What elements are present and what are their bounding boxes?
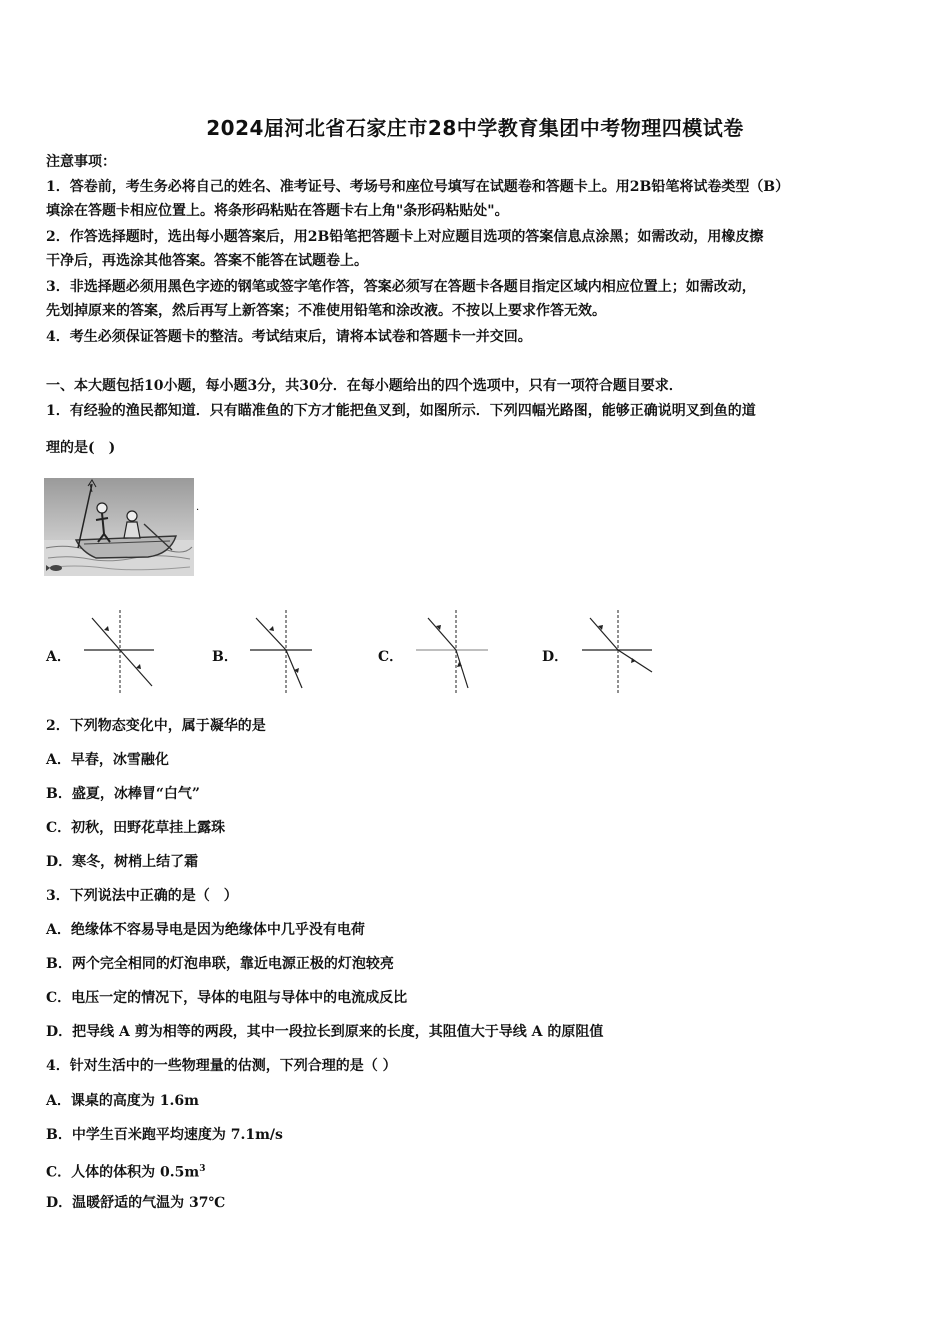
q3-option: B．两个完全相同的灯泡串联，靠近电源正极的灯泡较亮: [46, 956, 394, 972]
q4-option: [46, 1159, 205, 1183]
fisherman-illustration: [44, 478, 194, 576]
q2-stem: 2．下列物态变化中，属于凝华的是: [46, 718, 266, 734]
q2-option: D．寒冬，树梢上结了霜: [46, 854, 199, 870]
option-a-label: A．: [46, 649, 71, 665]
q3-option: C．电压一定的情况下，导体的电阻与导体中的电流成反比: [46, 990, 408, 1006]
q4-option: D．温暖舒适的气温为 37℃: [46, 1195, 226, 1211]
notice-line: 干净后，再选涂其他答案。答案不能答在试题卷上。: [46, 253, 368, 269]
notice-line: 1．答卷前，考生务必将自己的姓名、准考证号、考场号和座位号填写在试题卷和答题卡上。用2B铅笔将试卷类型（B）: [46, 179, 790, 195]
page-title: 2024届河北省石家庄市28中学教育集团中考物理四模试卷: [206, 116, 744, 140]
q2-option: C．初秋，田野花草挂上露珠: [46, 820, 226, 836]
q4-stem: 4．针对生活中的一些物理量的估测，下列合理的是（ ）: [46, 1058, 397, 1074]
q4-option-c-text: C．人体的体积为 0.5m: [46, 1164, 200, 1181]
option-c-diagram: [378, 640, 548, 730]
option-d-diagram: [542, 640, 712, 730]
notice-line: 2．作答选择题时，选出每小题答案后，用2B铅笔把答题卡上对应题目选项的答案信息点涂黑；如需改动，用橡皮擦: [46, 229, 764, 245]
q1-stem-cont: 理的是( ): [46, 440, 116, 456]
notice-line: 4．考生必须保证答题卡的整洁。考试结束后，请将本试卷和答题卡一并交回。: [46, 329, 532, 345]
superscript: 3: [199, 1164, 206, 1174]
q2-option: A．早春，冰雪融化: [46, 752, 169, 768]
q3-option: D．把导线 A 剪为相等的两段，其中一段拉长到原来的长度，其阻值大于导线 A 的原阻值: [46, 1024, 604, 1040]
notice-line: 3．非选择题必须用黑色字迹的钢笔或签字笔作答，答案必须写在答题卡各题目指定区域内相应位置上；如需改动，: [46, 279, 756, 295]
notice-heading: 注意事项：: [46, 154, 116, 170]
q4-option: B．中学生百米跑平均速度为 7.1m/s: [46, 1127, 283, 1143]
notice-line: 填涂在答题卡相应位置上。将条形码粘贴在答题卡右上角"条形码粘贴处"。: [46, 203, 509, 219]
q3-stem: 3．下列说法中正确的是（ ）: [46, 888, 238, 904]
q2-option: B．盛夏，冰棒冒“白气”: [46, 786, 200, 802]
option-c-label: C．: [378, 649, 404, 665]
figure-dot: ·: [196, 505, 200, 516]
notice-line: 先划掉原来的答案，然后再写上新答案；不准使用铅笔和涂改液。不按以上要求作答无效。: [46, 303, 606, 319]
option-d-label: D．: [542, 649, 569, 665]
q1-stem: 1．有经验的渔民都知道．只有瞄准鱼的下方才能把鱼叉到，如图所示．下列四幅光路图，能够正确说明叉到鱼的道: [46, 403, 756, 419]
q3-option: A．绝缘体不容易导电是因为绝缘体中几乎没有电荷: [46, 922, 365, 938]
section-heading: 一、本大题包括10小题，每小题3分，共30分．在每小题给出的四个选项中，只有一项符合题目要求．: [46, 378, 683, 394]
q4-option: A．课桌的高度为 1.6m: [46, 1093, 199, 1109]
option-b-label: B．: [212, 649, 238, 665]
